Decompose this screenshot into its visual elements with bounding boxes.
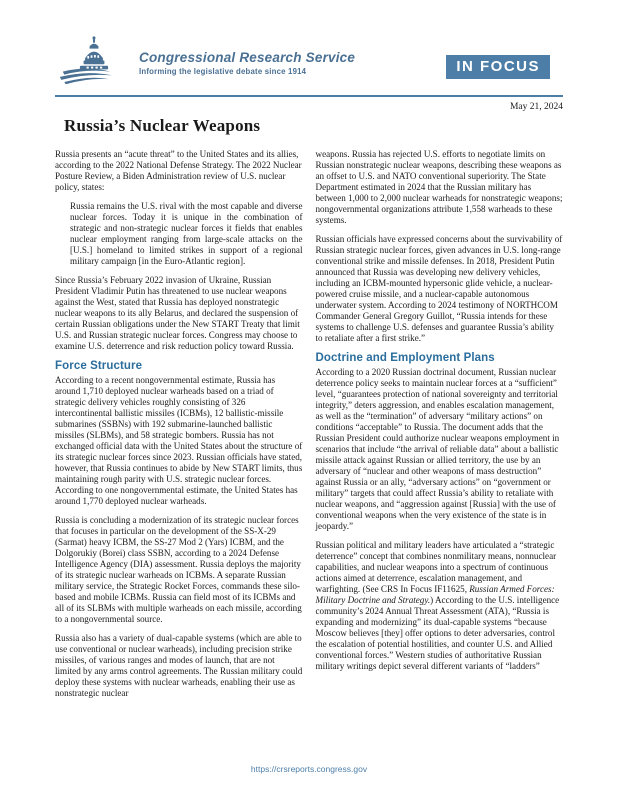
left-column [55,149,303,707]
blockquote: Russia remains the U.S. rival with the most capable and diverse nuclear forces. Today it is unique in the combination of strategic and non-strategic nuclear forces it fields that enables nuclear employment ranging from large-scale attacks on the [U.S.] homeland to limited strikes in support of a regional military campaign [in the Euro-Atlantic region]. [70,201,303,266]
paragraph: weapons. Russia has rejected U.S. efforts to negotiate limits on Russian nonstrategic nuclear weapons, describing these weapons as an offset to U.S. and NATO conventional superiority. The State Department estimated in 2024 that the Russian military has between 1,000 to 2,000 nuclear warheads for nonstrategic weapons; nongovernmental organizations attribute 1,558 warheads to these systems. [315,149,563,225]
paragraph: Since Russia’s February 2022 invasion of Ukraine, Russian President Vladimir Putin has threatened to use nuclear weapons against the West, stated that Russia has deployed nonstrategic nuclear weapons to its ally Belarus, and declared the suspension of certain Russian obligations under the New START Treaty that limit U.S. and Russian strategic nuclear forces. Congress may choose to examine U.S. deterrence and risk reduction policy toward Russia. [55,275,300,351]
paragraph: According to a 2020 Russian doctrinal document, Russian nuclear deterrence policy seeks to maintain nuclear forces at a “sufficient” level, “guarantees protection of national sovereignty and territorial integrity,” deters aggression, and enables escalation management, as well as the “termination” of adversary “military actions” on conditions “acceptable” to Russia. The document adds that the Russian President could authorize nuclear weapons employment in scenarios that include “the arrival of reliable data” about a ballistic missile attack against Russian or allied territory, the use by an adversary of “nuclear and other weapons of mass destruction” against Russia or an ally, “adversary actions” on “government or military” targets that could affect Russia’s ability to retaliate with nuclear weapons, and “aggression against [Russia] with the use of conventional weapons when the very existence of the state is in jeopardy.” [315,367,560,531]
section-heading: Doctrine and Employment Plans [315,352,495,364]
paragraph: Russia presents an “acute threat” to the United States and its allies, according to the 2022 National Defense Strategy. The 2022 Nuclear Posture Review, a Biden Administration review of U.S. nuclear policy, states: [55,149,302,192]
crs-reports-link[interactable]: https://crsreports.congress.gov [250,764,368,774]
publication-date: May 21, 2024 [509,102,563,112]
section-heading: Force Structure [55,360,143,372]
capitol-dome-icon [55,36,133,88]
page-footer [0,759,618,777]
paragraph: Russian political and military leaders have articulated a “strategic deterrence” concept that combines nonmilitary means, nonnuclear capabilities, and nuclear weapons into a spectrum of continuous actions aimed at deterrence, escalation management, and warfighting. (See CRS In Focus IF11625, Russian Armed Forces: Military Doctrine and Strategy.) According to the U.S. intelligence community’s 2024 Annual Threat Assessment (ATA), “Russia is expanding and modernizing” its dual-capable systems “because Moscow believes [they] offer options to deter adversaries, control the escalation of potential hostilities, and counter U.S. and Allied conventional forces.” Western studies of authoritative Russian military writings depict several different variants of “ladders” [315,540,560,671]
paragraph: Russian officials have expressed concerns about the survivability of Russian strategic nuclear forces, given advances in U.S. long-range conventional strike and missile defenses. In 2018, President Putin announced that Russia was developing new delivery vehicles, including an ICBM-mounted hypersonic glide vehicle, a nuclear-powered cruise missile, and a nuclear-capable autonomous underwater system. According to 2024 testimony of NORTHCOM Commander General Gregory Guillot, “Russia intends for these systems to challenge U.S. defenses and guarantee Russia’s ability to retaliate after a first strike.” [315,234,563,343]
right-column [316,149,564,707]
org-name: Congressional Research Service [139,50,356,65]
paragraph: According to a recent nongovernmental estimate, Russia has around 1,710 deployed nuclear warheads based on a triad of strategic delivery vehicles roughly consisting of 326 intercontinental ballistic missiles (ICBMs), 12 ballistic-missile submarines (SSBNs) with 192 submarine-launched ballistic missiles (SLBMs), and 58 strategic bombers. Russia has not exchanged official data with the United States about the structure of its strategic nuclear forces since 2023. Russian officials have stated, however, that Russia continues to abide by New START limits, thus maintaining rough parity with U.S. strategic nuclear forces. According to one nongovernmental estimate, the United States has around 1,770 deployed nuclear warheads. [55,375,303,506]
header-divider [55,95,563,97]
in-focus-badge: IN FOCUS [446,55,550,79]
document-header [55,34,563,88]
paragraph: Russia is concluding a modernization of its strategic nuclear forces that focuses in particular on the development of the SS-X-29 (Sarmat) heavy ICBM, the SS-27 Mod 2 (Yars) ICBM, and the Dolgorukiy (Borei) class SSBN, according to a 2024 Defense Intelligence Agency (DIA) assessment. Russia deploys the majority of its strategic nuclear warheads on ICBMs. A separate Russian military service, the Strategic Rocket Forces, commands these silo-based and mobile ICBMs. Russia can field most of its ICBMs and all of its SLBMs with multiple warheads on each missile, according to a nongovernmental source. [55,515,302,624]
logo-text [139,50,355,76]
body-columns [55,149,563,707]
org-tagline: Informing the legislative debate since 1914 [139,67,307,76]
paragraph: Russia also has a variety of dual-capable systems (which are able to use conventional or nuclear warheads), including precision strike missiles, of various ranges and modes of launch, that are not limited by any arms control agreements. The Russian military could deploy these systems with nuclear warheads, enabling their use as nonstrategic nuclear [55,633,303,698]
page-title: Russia’s Nuclear Weapons [64,116,261,135]
